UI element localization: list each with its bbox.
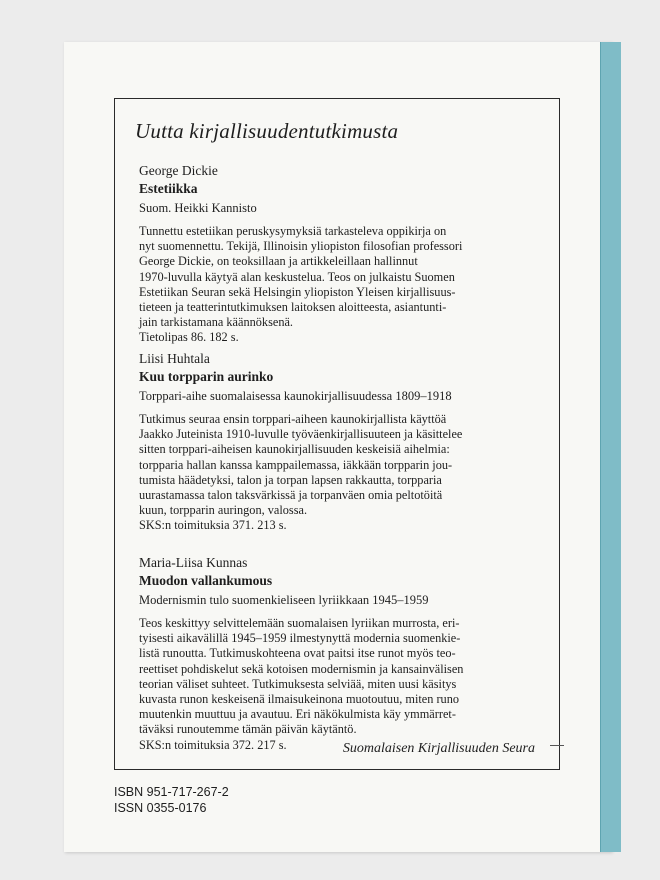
description-line: SKS:n toimituksia 372. 217 s. <box>139 737 287 752</box>
description-line: 1970-luvulla käytyä alan keskustelua. Teos on julkaistu Suomen <box>139 269 455 284</box>
entry-description <box>139 412 521 534</box>
entry-author: Maria-Liisa Kunnas <box>139 555 248 570</box>
description-line: George Dickie, on teoksillaan ja artikkeleillaan hallinnut <box>139 254 418 269</box>
description-line: tieteen ja teatterintutkimuksen laitoksen aloitteesta, asiantunti- <box>139 300 447 315</box>
description-line: reettiset pohdiskelut sekä kotoisen modernismin ja kansainvälisen <box>139 661 464 676</box>
description-line: Estetiikan Seuran sekä Helsingin yliopiston Yleisen kirjallisuus- <box>139 284 456 299</box>
entry-author: George Dickie <box>139 163 218 178</box>
entry-author: Liisi Huhtala <box>139 351 210 366</box>
entry-description <box>139 616 521 753</box>
description-line: täväksi runoutemme tämän päivän käytäntö. <box>139 722 357 737</box>
entry-title: Kuu torpparin aurinko <box>139 369 274 384</box>
series-title: Uutta kirjallisuudentutkimusta <box>135 119 399 143</box>
description-line: Jaakko Juteinista 1910-luvulle työväenkirjallisuuteen ja käsittelee <box>139 427 463 442</box>
content-frame <box>114 98 560 770</box>
isbn-block <box>114 784 229 816</box>
book-back-cover <box>64 42 612 852</box>
book-spine-edge <box>600 42 621 852</box>
description-line: sitten torppari-aiheisen kaunokirjallisuuden keskeisiä aihelmia: <box>139 442 450 457</box>
description-line: SKS:n toimituksia 371. 213 s. <box>139 518 287 533</box>
description-line: uurastamassa talon taksvärkissä ja torpanväen omia peltotöitä <box>139 488 443 503</box>
description-line: muutenkin muuttuu ja avautuu. Eri näkökulmista käy ymmärret- <box>139 707 456 722</box>
book-entry-1 <box>139 163 521 346</box>
isbn-number: ISBN 951-717-267-2 <box>114 785 229 799</box>
description-line: Tutkimus seuraa ensin torppari-aiheen kaunokirjallista käyttöä <box>139 412 447 426</box>
description-line: tyisesti aikavälillä 1945–1959 ilmestynyttä modernia suomenkie- <box>139 631 461 646</box>
book-entry-2 <box>139 351 521 534</box>
description-line: Teos keskittyy selvittelemään suomalaisen lyriikan murrosta, eri- <box>139 616 460 630</box>
entry-description <box>139 224 521 346</box>
entry-subtitle: Suom. Heikki Kannisto <box>139 201 257 215</box>
description-line: tumista häädetyksi, talon ja torpan lapsen rakkautta, torpparia <box>139 472 442 487</box>
entry-title: Muodon vallankumous <box>139 573 273 588</box>
entry-subtitle: Torppari-aihe suomalaisessa kaunokirjallisuudessa 1809–1918 <box>139 389 452 403</box>
description-line: torpparia hallan kanssa kamppailemassa, iäkkään torpparin jou- <box>139 457 453 472</box>
description-line: listä runoutta. Tutkimuskohteena ovat paitsi itse runot myös teo- <box>139 646 456 661</box>
publisher-name: Suomalaisen Kirjallisuuden Seura <box>342 741 535 756</box>
issn-number: ISSN 0355-0176 <box>114 801 207 815</box>
description-line: Tunnettu estetiikan peruskysymyksiä tarkasteleva oppikirja on <box>139 224 447 238</box>
entry-subtitle: Modernismin tulo suomenkieliseen lyriikkaan 1945–1959 <box>139 593 429 607</box>
description-line: jain tarkistamana käännöksenä. <box>139 315 293 330</box>
description-line: teorian väliset suhteet. Tutkimuksesta selviää, miten uusi käsitys <box>139 676 457 691</box>
description-line: kuvasta runon keskeisenä ilmaisukeinona muotoutuu, miten runo <box>139 692 460 707</box>
description-line: kuun, torpparin auringon, valossa. <box>139 503 308 518</box>
pen-mark <box>550 745 564 746</box>
entry-title: Estetiikka <box>139 181 198 196</box>
book-entry-3 <box>139 555 521 753</box>
description-line: nyt suomennettu. Tekijä, Illinoisin yliopiston filosofian professori <box>139 239 463 254</box>
description-line: Tietolipas 86. 182 s. <box>139 330 239 345</box>
